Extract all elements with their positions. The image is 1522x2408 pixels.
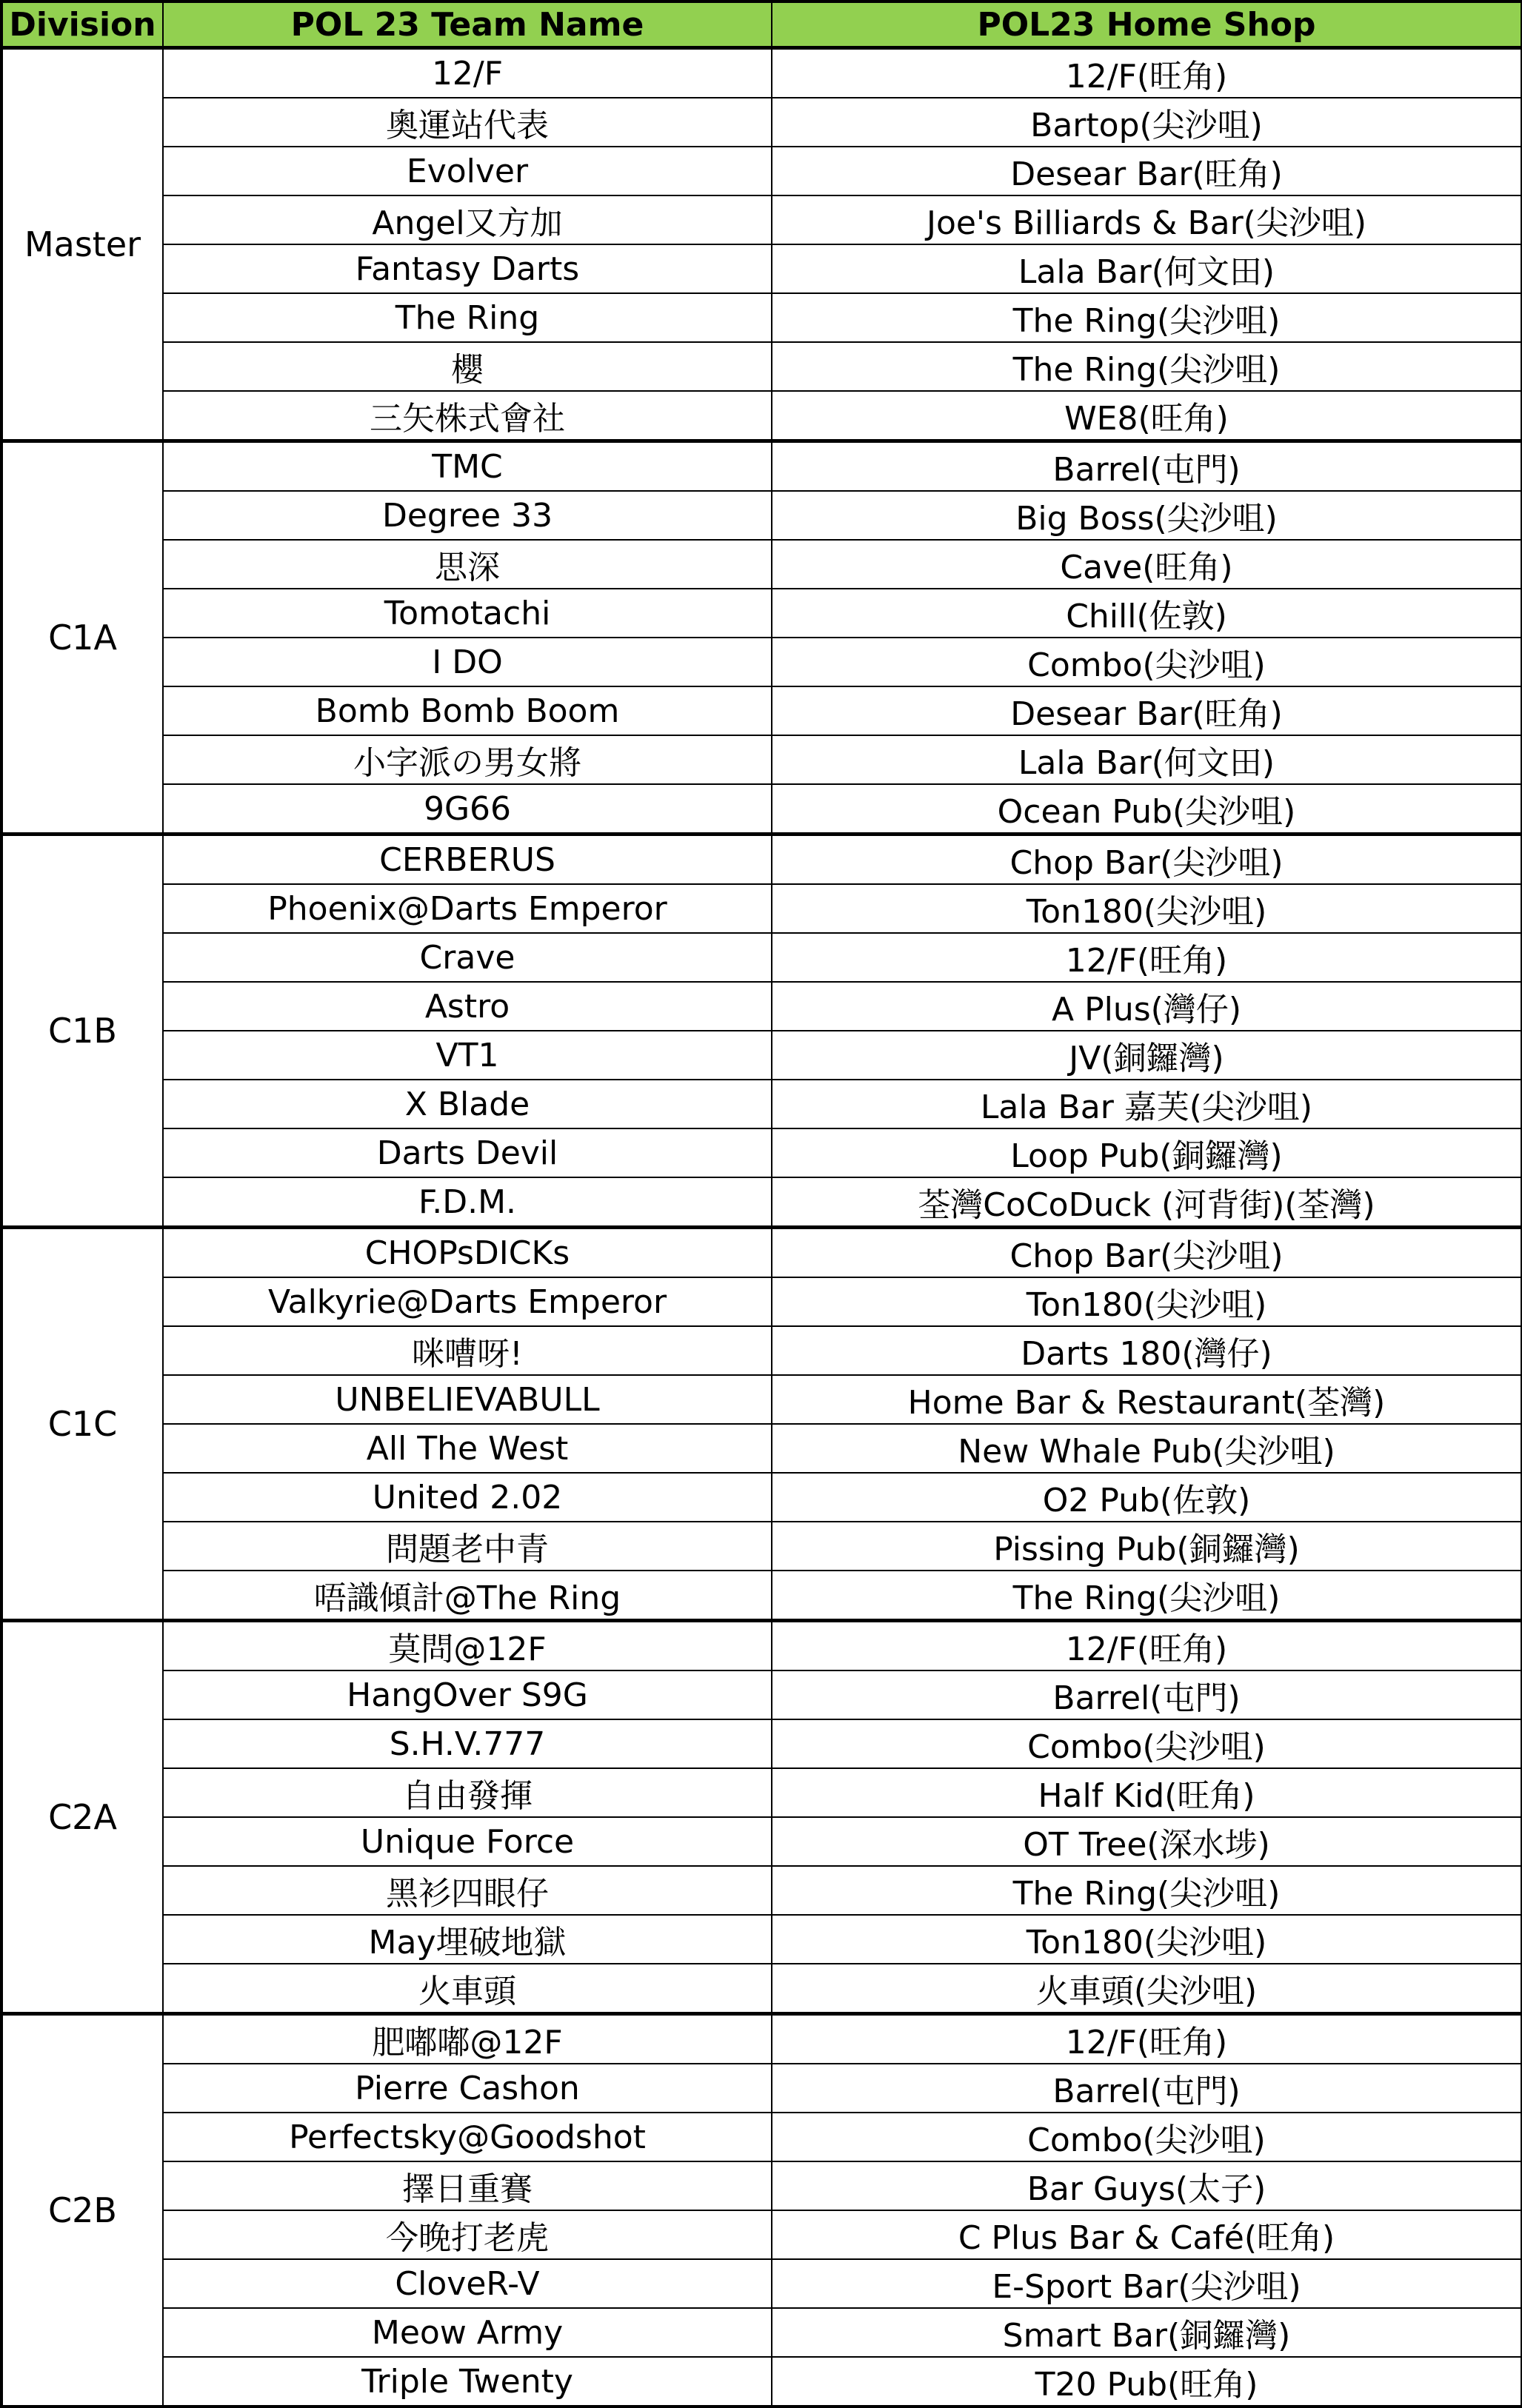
home-shop-cell: JV(銅鑼灣) — [772, 1031, 1522, 1080]
team-name-cell: The Ring — [163, 293, 772, 342]
table-row — [1, 1228, 1522, 1278]
table-row — [1, 735, 1522, 784]
division-cell: C1A — [1, 441, 163, 835]
division-cell: C1B — [1, 835, 163, 1228]
table-row — [1, 1866, 1522, 1915]
table-row — [1, 1128, 1522, 1177]
table-row — [1, 2014, 1522, 2064]
team-name-cell: Angel又方加 — [163, 195, 772, 244]
home-shop-cell: Ton180(尖沙咀) — [772, 884, 1522, 933]
table-row — [1, 1571, 1522, 1621]
home-shop-cell: Chill(佐敦) — [772, 589, 1522, 638]
header-row — [1, 1, 1522, 48]
home-shop-cell: The Ring(尖沙咀) — [772, 342, 1522, 391]
team-name-cell: F.D.M. — [163, 1177, 772, 1228]
table-row — [1, 2064, 1522, 2113]
team-name-cell: 火車頭 — [163, 1964, 772, 2014]
home-shop-cell: Darts 180(灣仔) — [772, 1326, 1522, 1375]
home-shop-cell: Combo(尖沙咀) — [772, 2113, 1522, 2161]
home-shop-cell: 12/F(旺角) — [772, 48, 1522, 98]
home-shop-cell: T20 Pub(旺角) — [772, 2357, 1522, 2407]
team-name-cell: 今晚打老虎 — [163, 2210, 772, 2259]
team-name-cell: 小字派の男女將 — [163, 735, 772, 784]
team-name-cell: 擇日重賽 — [163, 2161, 772, 2210]
team-name-cell: Darts Devil — [163, 1128, 772, 1177]
home-shop-cell: OT Tree(深水埗) — [772, 1817, 1522, 1866]
team-name-cell: 唔識傾計@The Ring — [163, 1571, 772, 1621]
home-shop-cell: Lala Bar(何文田) — [772, 244, 1522, 293]
team-name-cell: United 2.02 — [163, 1473, 772, 1522]
team-name-cell: CloveR-V — [163, 2259, 772, 2308]
division-group — [1, 1621, 1522, 2014]
home-shop-cell: Ton180(尖沙咀) — [772, 1277, 1522, 1326]
home-shop-cell: Joe's Billiards & Bar(尖沙咀) — [772, 195, 1522, 244]
table-row — [1, 1424, 1522, 1473]
team-name-cell: 肥嘟嘟@12F — [163, 2014, 772, 2064]
table-row — [1, 638, 1522, 686]
team-name-cell: I DO — [163, 638, 772, 686]
home-shop-cell: Barrel(屯門) — [772, 1670, 1522, 1719]
team-name-cell: VT1 — [163, 1031, 772, 1080]
team-name-cell: CHOPsDICKs — [163, 1228, 772, 1278]
home-shop-cell: Bartop(尖沙咀) — [772, 98, 1522, 147]
team-name-cell: 莫問@12F — [163, 1621, 772, 1671]
home-shop-cell: Lala Bar(何文田) — [772, 735, 1522, 784]
home-shop-cell: New Whale Pub(尖沙咀) — [772, 1424, 1522, 1473]
home-shop-cell: Desear Bar(旺角) — [772, 686, 1522, 735]
table-row — [1, 98, 1522, 147]
home-shop-cell: WE8(旺角) — [772, 391, 1522, 441]
division-group — [1, 48, 1522, 441]
table-row — [1, 1177, 1522, 1228]
table-row — [1, 147, 1522, 195]
home-shop-cell: Cave(旺角) — [772, 540, 1522, 589]
team-name-cell: Perfectsky@Goodshot — [163, 2113, 772, 2161]
table-row — [1, 1964, 1522, 2014]
team-name-cell: Phoenix@Darts Emperor — [163, 884, 772, 933]
team-name-cell: Unique Force — [163, 1817, 772, 1866]
table-row — [1, 244, 1522, 293]
home-shop-cell: 火車頭(尖沙咀) — [772, 1964, 1522, 2014]
table-row — [1, 1817, 1522, 1866]
team-name-cell: Pierre Cashon — [163, 2064, 772, 2113]
home-shop-cell: A Plus(灣仔) — [772, 982, 1522, 1031]
home-shop-cell: 荃灣CoCoDuck (河背街)(荃灣) — [772, 1177, 1522, 1228]
table-row — [1, 784, 1522, 835]
team-name-cell: 思深 — [163, 540, 772, 589]
team-name-cell: TMC — [163, 441, 772, 492]
home-shop-cell: E-Sport Bar(尖沙咀) — [772, 2259, 1522, 2308]
team-name-cell: May埋破地獄 — [163, 1915, 772, 1964]
table-row — [1, 1670, 1522, 1719]
table-row — [1, 195, 1522, 244]
team-name-cell: 9G66 — [163, 784, 772, 835]
team-name-cell: Meow Army — [163, 2308, 772, 2357]
team-name-cell: X Blade — [163, 1080, 772, 1128]
table-row — [1, 1621, 1522, 1671]
home-shop-cell: Lala Bar 嘉芙(尖沙咀) — [772, 1080, 1522, 1128]
team-name-cell: Tomotachi — [163, 589, 772, 638]
home-shop-cell: 12/F(旺角) — [772, 1621, 1522, 1671]
table-row — [1, 2113, 1522, 2161]
table-row — [1, 293, 1522, 342]
home-shop-cell: Ocean Pub(尖沙咀) — [772, 784, 1522, 835]
team-name-cell: S.H.V.777 — [163, 1719, 772, 1768]
home-shop-cell: Smart Bar(銅鑼灣) — [772, 2308, 1522, 2357]
home-shop-cell: Chop Bar(尖沙咀) — [772, 835, 1522, 885]
division-group — [1, 835, 1522, 1228]
home-shop-cell: Desear Bar(旺角) — [772, 147, 1522, 195]
table-row — [1, 1768, 1522, 1817]
team-name-cell: 12/F — [163, 48, 772, 98]
home-shop-cell: Loop Pub(銅鑼灣) — [772, 1128, 1522, 1177]
home-shop-cell: Home Bar & Restaurant(荃灣) — [772, 1375, 1522, 1424]
team-name-cell: HangOver S9G — [163, 1670, 772, 1719]
table-row — [1, 884, 1522, 933]
team-name-cell: Degree 33 — [163, 491, 772, 540]
table-row — [1, 1277, 1522, 1326]
team-name-cell: 黑衫四眼仔 — [163, 1866, 772, 1915]
header-home-shop: POL23 Home Shop — [772, 1, 1522, 48]
home-shop-cell: Big Boss(尖沙咀) — [772, 491, 1522, 540]
team-name-cell: UNBELIEVABULL — [163, 1375, 772, 1424]
table-row — [1, 933, 1522, 982]
table-header — [1, 1, 1522, 48]
table-row — [1, 2210, 1522, 2259]
table-row — [1, 1719, 1522, 1768]
division-cell: C1C — [1, 1228, 163, 1621]
team-name-cell: All The West — [163, 1424, 772, 1473]
home-shop-cell: Barrel(屯門) — [772, 2064, 1522, 2113]
table-row — [1, 342, 1522, 391]
home-shop-cell: Half Kid(旺角) — [772, 1768, 1522, 1817]
team-name-cell: Triple Twenty — [163, 2357, 772, 2407]
division-cell: C2A — [1, 1621, 163, 2014]
table-row — [1, 1915, 1522, 1964]
team-name-cell: Fantasy Darts — [163, 244, 772, 293]
home-shop-cell: The Ring(尖沙咀) — [772, 1571, 1522, 1621]
home-shop-cell: Chop Bar(尖沙咀) — [772, 1228, 1522, 1278]
team-name-cell: 自由發揮 — [163, 1768, 772, 1817]
team-name-cell: 問題老中青 — [163, 1522, 772, 1571]
home-shop-cell: The Ring(尖沙咀) — [772, 293, 1522, 342]
table-row — [1, 2308, 1522, 2357]
table-row — [1, 48, 1522, 98]
home-shop-cell: Bar Guys(太子) — [772, 2161, 1522, 2210]
home-shop-cell: Combo(尖沙咀) — [772, 638, 1522, 686]
home-shop-cell: 12/F(旺角) — [772, 2014, 1522, 2064]
table-row — [1, 491, 1522, 540]
division-group — [1, 1228, 1522, 1621]
team-name-cell: Astro — [163, 982, 772, 1031]
division-group — [1, 2014, 1522, 2407]
team-name-cell: Valkyrie@Darts Emperor — [163, 1277, 772, 1326]
table-row — [1, 1473, 1522, 1522]
header-division: Division — [1, 1, 163, 48]
table-row — [1, 2161, 1522, 2210]
home-shop-cell: Combo(尖沙咀) — [772, 1719, 1522, 1768]
table-row — [1, 540, 1522, 589]
table-row — [1, 1522, 1522, 1571]
table-row — [1, 1031, 1522, 1080]
table-row — [1, 686, 1522, 735]
home-shop-cell: 12/F(旺角) — [772, 933, 1522, 982]
team-name-cell: 咪嘈呀! — [163, 1326, 772, 1375]
header-team-name: POL 23 Team Name — [163, 1, 772, 48]
home-shop-cell: C Plus Bar & Café(旺角) — [772, 2210, 1522, 2259]
team-name-cell: Crave — [163, 933, 772, 982]
team-name-cell: 奧運站代表 — [163, 98, 772, 147]
table-row — [1, 1326, 1522, 1375]
division-group — [1, 441, 1522, 835]
table-row — [1, 2259, 1522, 2308]
team-name-cell: Evolver — [163, 147, 772, 195]
table-row — [1, 982, 1522, 1031]
table-row — [1, 835, 1522, 885]
table-row — [1, 2357, 1522, 2407]
team-name-cell: 三矢株式會社 — [163, 391, 772, 441]
division-cell: C2B — [1, 2014, 163, 2407]
team-name-cell: CERBERUS — [163, 835, 772, 885]
home-shop-cell: Pissing Pub(銅鑼灣) — [772, 1522, 1522, 1571]
table-row — [1, 1375, 1522, 1424]
home-shop-cell: The Ring(尖沙咀) — [772, 1866, 1522, 1915]
table-row — [1, 441, 1522, 492]
home-shop-cell: Barrel(屯門) — [772, 441, 1522, 492]
table-row — [1, 391, 1522, 441]
team-name-cell: Bomb Bomb Boom — [163, 686, 772, 735]
division-cell: Master — [1, 48, 163, 441]
home-shop-cell: O2 Pub(佐敦) — [772, 1473, 1522, 1522]
team-name-cell: 櫻 — [163, 342, 772, 391]
table-row — [1, 589, 1522, 638]
table-row — [1, 1080, 1522, 1128]
home-shop-cell: Ton180(尖沙咀) — [772, 1915, 1522, 1964]
